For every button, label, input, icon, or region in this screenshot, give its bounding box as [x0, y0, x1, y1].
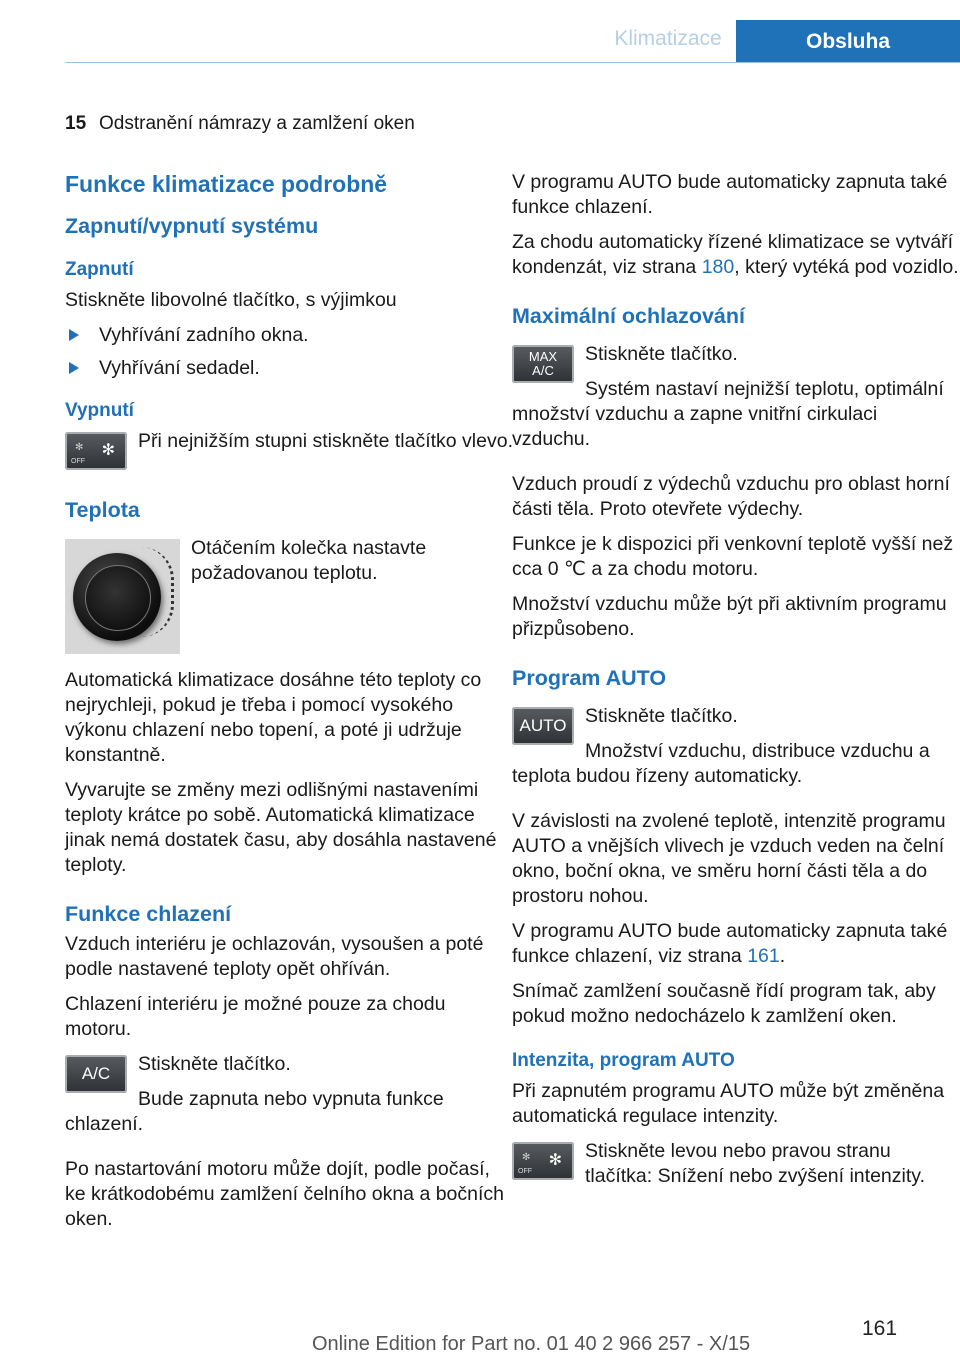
paragraph: V programu AUTO bude automaticky zapnuta také funkce chlazení, viz strana 161. [512, 920, 948, 967]
paragraph: Snímač zamlžení současně řídí program tak, aby pokud možno nedocházelo k zamlžení oken. [512, 980, 936, 1027]
paragraph: Vyvarujte se změny mezi odlišnými nastaveními teploty krátce po sobě. Automatická klimatizace jinak nemá dostatek času, aby dosáhla nastavené teploty. [65, 779, 497, 876]
header-chapter-tab: Obsluha [736, 20, 960, 62]
paragraph: Otáčením kolečka nastavte požadovanou teplotu. [191, 537, 427, 584]
header-rule [65, 62, 960, 63]
auto-label: AUTO [519, 716, 567, 735]
paragraph: Při zapnutém programu AUTO může být změněna automatická regulace intenzity. [512, 1080, 945, 1127]
page-link-180[interactable]: 180 [701, 256, 735, 278]
paragraph: Vzduch interiéru je ochlazován, vysoušen a poté podle nastavené teploty opět ohříván. [65, 933, 484, 980]
list-item: Vyhřívání sedadel. [65, 356, 513, 381]
intensity-figure-block [512, 1139, 960, 1199]
max-ac-label: MAX A/C [528, 349, 558, 378]
paragraph: Chlazení interiéru je možné pouze za chodu motoru. [65, 993, 446, 1040]
paragraph: Stiskněte tlačítko. [585, 343, 738, 365]
ac-button-image [65, 1055, 127, 1093]
ac-label: A/C [81, 1064, 111, 1083]
page-link-161[interactable]: 161 [747, 945, 780, 967]
fan-button-image [65, 432, 127, 470]
heading-main: Funkce klimatizace podrobně [65, 171, 388, 197]
legend-number: 15 [65, 113, 87, 134]
paragraph: Za chodu automaticky řízené klimatizace se vytváří kondenzát, viz strana 180, který vytéká pod vozidlo. [512, 231, 959, 278]
heading-max-cooling: Maximální ochlazování [512, 304, 745, 328]
knob-scale [141, 547, 174, 637]
bullet-triangle-icon [69, 329, 79, 341]
heading-on: Zapnutí [65, 259, 134, 280]
paragraph: Funkce je k dispozici při venkovní teplotě vyšší než cca 0 ℃ a za chodu motoru. [512, 533, 954, 580]
left-column [65, 170, 513, 1242]
paragraph: Stiskněte levou nebo pravou stranu tlačítka: Snížení nebo zvýšení intenzity. [585, 1140, 925, 1187]
off-label: OFF [71, 458, 85, 465]
temperature-knob-image [65, 539, 180, 654]
paragraph: Automatická klimatizace dosáhne této teploty co nejrychleji, pokud je třeba i pomocí vysokého výkonu chlazení nebo topení, a poté ji udržuje konstantně. [65, 669, 482, 766]
paragraph: V závislosti na zvolené teplotě, intenzitě programu AUTO a vnějších vlivech je vzduch veden na čelní okno, boční okna, ve směru horní části těla a do prostoru nohou. [512, 810, 946, 907]
auto-figure-block [512, 704, 960, 799]
off-figure-block [65, 429, 513, 474]
paragraph: Při nejnižším stupni stiskněte tlačítko vlevo. [138, 430, 513, 452]
paragraph: Vzduch proudí z výdechů vzduchu pro oblast horní části těla. Proto otevřete výdechy. [512, 473, 950, 520]
heading-off: Vypnutí [65, 400, 134, 421]
max-ac-button-image [512, 345, 574, 383]
bullet-triangle-icon [69, 362, 79, 374]
heading-auto: Program AUTO [512, 666, 667, 690]
paragraph: Množství vzduchu, distribuce vzduchu a teplota budou řízeny automaticky. [512, 740, 930, 787]
paragraph: Stiskněte tlačítko. [585, 705, 738, 727]
small-fan-icon: ✻ [75, 442, 84, 453]
exception-list [65, 323, 513, 381]
temperature-figure-block [65, 536, 513, 658]
auto-button-image [512, 707, 574, 745]
paragraph: Bude zapnuta nebo vypnuta funkce chlazení. [65, 1088, 444, 1135]
heading-intensity: Intenzita, program AUTO [512, 1050, 735, 1071]
page-number: 161 [862, 1317, 898, 1340]
list-item: Vyhřívání zadního okna. [65, 323, 513, 348]
heading-cooling: Funkce chlazení [65, 902, 232, 926]
small-fan-icon: ✻ [522, 1152, 531, 1163]
header-section: Klimatizace [614, 27, 722, 50]
off-label: OFF [518, 1168, 532, 1175]
paragraph: Stiskněte libovolné tlačítko, s výjimkou [65, 289, 397, 311]
fan-icon: ✻ [101, 442, 115, 459]
ac-figure-block [65, 1052, 513, 1147]
fan-button-image [512, 1142, 574, 1180]
right-column [512, 170, 960, 1209]
paragraph: V programu AUTO bude automaticky zapnuta také funkce chlazení. [512, 171, 948, 218]
max-figure-block [512, 342, 960, 462]
online-edition-footer: Online Edition for Part no. 01 40 2 966 257 - X/15 [312, 1333, 751, 1355]
paragraph: Stiskněte tlačítko. [138, 1053, 291, 1075]
heading-temperature: Teplota [65, 498, 140, 522]
paragraph: Množství vzduchu může být při aktivním programu přizpůsobeno. [512, 593, 947, 640]
legend-text: Odstranění námrazy a zamlžení oken [99, 113, 415, 134]
paragraph: Po nastartování motoru může dojít, podle počasí, ke krátkodobému zamlžení čelního okna a bočních oken. [65, 1158, 505, 1230]
heading-onoff: Zapnutí/vypnutí systému [65, 214, 319, 238]
paragraph: Systém nastaví nejnižší teplotu, optimální množství vzduchu a zapne vnitřní cirkulaci vzduchu. [512, 378, 944, 450]
fan-icon: ✻ [548, 1152, 562, 1169]
